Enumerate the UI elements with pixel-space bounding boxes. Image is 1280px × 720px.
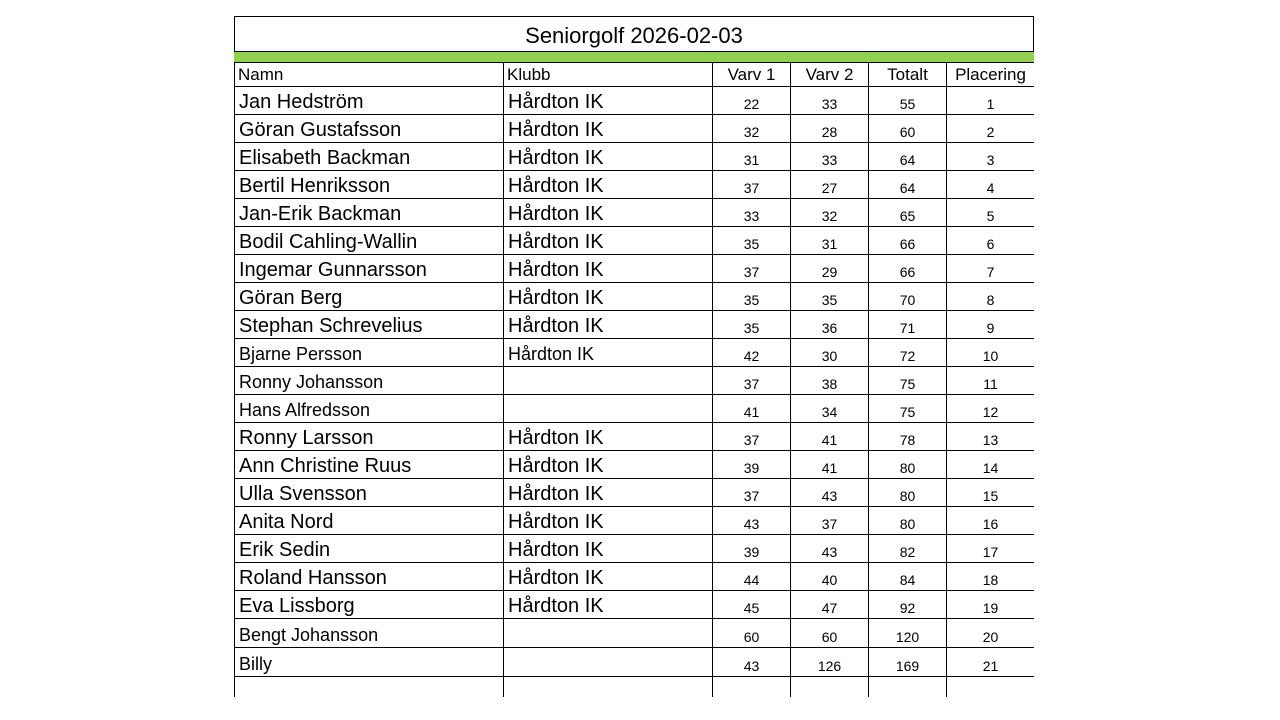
table-row xyxy=(235,479,1035,507)
player-club: Hårdton IK xyxy=(504,283,713,311)
table-row xyxy=(235,339,1035,367)
round-1-score: 37 xyxy=(713,423,791,451)
round-1-score: 44 xyxy=(713,563,791,591)
placement: 13 xyxy=(947,423,1035,451)
table-row-empty xyxy=(235,677,1035,698)
table-row xyxy=(235,423,1035,451)
player-club: Hårdton IK xyxy=(504,227,713,255)
round-1-score: 37 xyxy=(713,255,791,283)
round-2-score: 34 xyxy=(791,395,869,423)
table-row xyxy=(235,395,1035,423)
header-placement: Placering xyxy=(947,63,1035,87)
table-row xyxy=(235,199,1035,227)
player-club: Hårdton IK xyxy=(504,591,713,619)
placement: 18 xyxy=(947,563,1035,591)
empty-cell xyxy=(504,677,713,698)
total-score: 71 xyxy=(869,311,947,339)
round-1-score: 39 xyxy=(713,535,791,563)
round-2-score: 60 xyxy=(791,619,869,648)
player-name: Elisabeth Backman xyxy=(235,143,504,171)
round-2-score: 28 xyxy=(791,115,869,143)
round-2-score: 33 xyxy=(791,87,869,115)
placement: 10 xyxy=(947,339,1035,367)
round-1-score: 35 xyxy=(713,227,791,255)
green-header-bar xyxy=(234,51,1034,62)
player-club: Hårdton IK xyxy=(504,479,713,507)
round-2-score: 41 xyxy=(791,451,869,479)
round-1-score: 43 xyxy=(713,507,791,535)
round-2-score: 33 xyxy=(791,143,869,171)
table-row xyxy=(235,311,1035,339)
total-score: 82 xyxy=(869,535,947,563)
player-club: Hårdton IK xyxy=(504,255,713,283)
table-row xyxy=(235,227,1035,255)
placement: 1 xyxy=(947,87,1035,115)
total-score: 75 xyxy=(869,395,947,423)
player-club xyxy=(504,619,713,648)
table-row xyxy=(235,115,1035,143)
header-round-1: Varv 1 xyxy=(713,63,791,87)
player-name: Stephan Schrevelius xyxy=(235,311,504,339)
total-score: 75 xyxy=(869,367,947,395)
player-club: Hårdton IK xyxy=(504,311,713,339)
placement: 12 xyxy=(947,395,1035,423)
placement: 4 xyxy=(947,171,1035,199)
player-club xyxy=(504,648,713,677)
total-score: 64 xyxy=(869,143,947,171)
placement: 21 xyxy=(947,648,1035,677)
round-2-score: 43 xyxy=(791,479,869,507)
table-row xyxy=(235,87,1035,115)
player-club: Hårdton IK xyxy=(504,87,713,115)
round-1-score: 33 xyxy=(713,199,791,227)
player-name: Billy xyxy=(235,648,504,677)
placement: 19 xyxy=(947,591,1035,619)
player-name: Erik Sedin xyxy=(235,535,504,563)
player-name: Roland Hansson xyxy=(235,563,504,591)
player-name: Bjarne Persson xyxy=(235,339,504,367)
round-1-score: 41 xyxy=(713,395,791,423)
table-row xyxy=(235,255,1035,283)
round-1-score: 37 xyxy=(713,479,791,507)
header-round-2: Varv 2 xyxy=(791,63,869,87)
total-score: 80 xyxy=(869,479,947,507)
player-name: Bodil Cahling-Wallin xyxy=(235,227,504,255)
player-name: Eva Lissborg xyxy=(235,591,504,619)
player-club xyxy=(504,395,713,423)
player-name: Bertil Henriksson xyxy=(235,171,504,199)
round-1-score: 45 xyxy=(713,591,791,619)
total-score: 80 xyxy=(869,451,947,479)
total-score: 78 xyxy=(869,423,947,451)
placement: 15 xyxy=(947,479,1035,507)
table-row xyxy=(235,367,1035,395)
round-1-score: 35 xyxy=(713,283,791,311)
placement: 8 xyxy=(947,283,1035,311)
round-2-score: 43 xyxy=(791,535,869,563)
results-table xyxy=(234,62,1034,697)
round-1-score: 39 xyxy=(713,451,791,479)
placement: 16 xyxy=(947,507,1035,535)
round-2-score: 37 xyxy=(791,507,869,535)
placement: 17 xyxy=(947,535,1035,563)
table-row xyxy=(235,535,1035,563)
total-score: 84 xyxy=(869,563,947,591)
player-club: Hårdton IK xyxy=(504,535,713,563)
empty-cell xyxy=(869,677,947,698)
table-row xyxy=(235,143,1035,171)
header-club: Klubb xyxy=(504,63,713,87)
round-2-score: 29 xyxy=(791,255,869,283)
total-score: 120 xyxy=(869,619,947,648)
round-1-score: 31 xyxy=(713,143,791,171)
total-score: 66 xyxy=(869,255,947,283)
table-row xyxy=(235,283,1035,311)
player-name: Ann Christine Ruus xyxy=(235,451,504,479)
player-name: Ronny Johansson xyxy=(235,367,504,395)
player-name: Göran Berg xyxy=(235,283,504,311)
table-row xyxy=(235,648,1035,677)
placement: 9 xyxy=(947,311,1035,339)
round-1-score: 37 xyxy=(713,367,791,395)
placement: 14 xyxy=(947,451,1035,479)
table-row xyxy=(235,171,1035,199)
round-2-score: 27 xyxy=(791,171,869,199)
round-2-score: 36 xyxy=(791,311,869,339)
header-total: Totalt xyxy=(869,63,947,87)
empty-cell xyxy=(713,677,791,698)
round-2-score: 41 xyxy=(791,423,869,451)
table-row xyxy=(235,619,1035,648)
player-club xyxy=(504,367,713,395)
placement: 3 xyxy=(947,143,1035,171)
round-1-score: 22 xyxy=(713,87,791,115)
player-name: Ingemar Gunnarsson xyxy=(235,255,504,283)
round-2-score: 40 xyxy=(791,563,869,591)
table-row xyxy=(235,507,1035,535)
placement: 7 xyxy=(947,255,1035,283)
player-club: Hårdton IK xyxy=(504,507,713,535)
player-name: Anita Nord xyxy=(235,507,504,535)
round-1-score: 37 xyxy=(713,171,791,199)
header-row xyxy=(235,63,1035,87)
total-score: 92 xyxy=(869,591,947,619)
empty-cell xyxy=(235,677,504,698)
round-1-score: 32 xyxy=(713,115,791,143)
player-name: Ronny Larsson xyxy=(235,423,504,451)
total-score: 65 xyxy=(869,199,947,227)
total-score: 55 xyxy=(869,87,947,115)
round-2-score: 32 xyxy=(791,199,869,227)
round-2-score: 47 xyxy=(791,591,869,619)
player-name: Ulla Svensson xyxy=(235,479,504,507)
player-name: Jan-Erik Backman xyxy=(235,199,504,227)
total-score: 60 xyxy=(869,115,947,143)
placement: 6 xyxy=(947,227,1035,255)
player-club: Hårdton IK xyxy=(504,143,713,171)
total-score: 64 xyxy=(869,171,947,199)
table-row xyxy=(235,591,1035,619)
player-name: Jan Hedström xyxy=(235,87,504,115)
player-club: Hårdton IK xyxy=(504,199,713,227)
player-club: Hårdton IK xyxy=(504,451,713,479)
round-2-score: 35 xyxy=(791,283,869,311)
round-2-score: 126 xyxy=(791,648,869,677)
player-club: Hårdton IK xyxy=(504,563,713,591)
total-score: 169 xyxy=(869,648,947,677)
header-name: Namn xyxy=(235,63,504,87)
table-row xyxy=(235,563,1035,591)
round-1-score: 60 xyxy=(713,619,791,648)
total-score: 72 xyxy=(869,339,947,367)
player-club: Hårdton IK xyxy=(504,171,713,199)
empty-cell xyxy=(947,677,1035,698)
total-score: 70 xyxy=(869,283,947,311)
placement: 5 xyxy=(947,199,1035,227)
total-score: 80 xyxy=(869,507,947,535)
round-2-score: 31 xyxy=(791,227,869,255)
placement: 11 xyxy=(947,367,1035,395)
round-1-score: 42 xyxy=(713,339,791,367)
table-row xyxy=(235,451,1035,479)
results-sheet xyxy=(234,16,1034,697)
empty-cell xyxy=(791,677,869,698)
round-1-score: 35 xyxy=(713,311,791,339)
player-name: Hans Alfredsson xyxy=(235,395,504,423)
player-club: Hårdton IK xyxy=(504,339,713,367)
placement: 2 xyxy=(947,115,1035,143)
sheet-title: Seniorgolf 2026-02-03 xyxy=(234,16,1034,51)
round-1-score: 43 xyxy=(713,648,791,677)
round-2-score: 38 xyxy=(791,367,869,395)
total-score: 66 xyxy=(869,227,947,255)
player-name: Göran Gustafsson xyxy=(235,115,504,143)
round-2-score: 30 xyxy=(791,339,869,367)
placement: 20 xyxy=(947,619,1035,648)
player-club: Hårdton IK xyxy=(504,423,713,451)
player-name: Bengt Johansson xyxy=(235,619,504,648)
player-club: Hårdton IK xyxy=(504,115,713,143)
